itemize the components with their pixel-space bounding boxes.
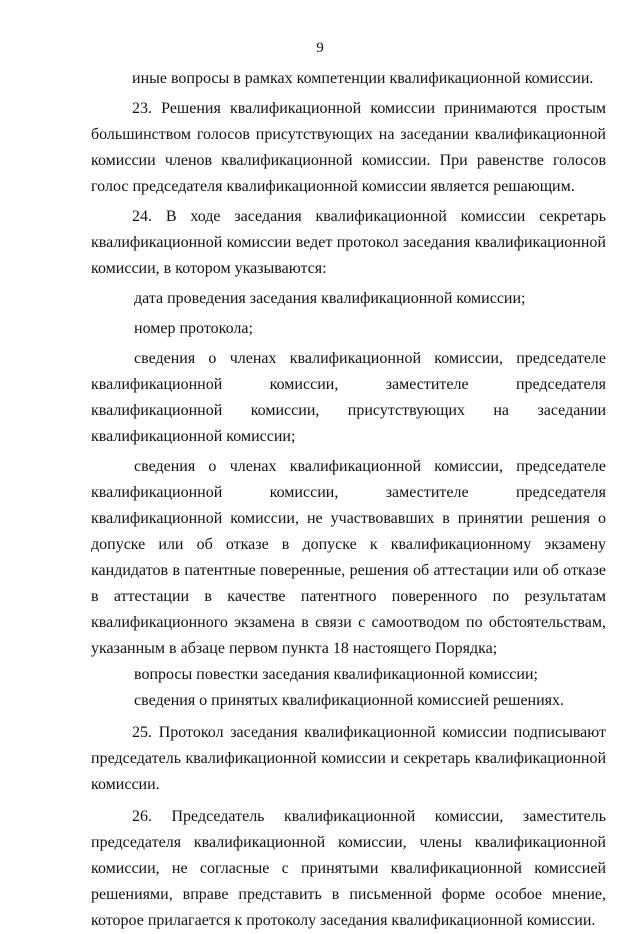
list-item-members-present: сведения о членах квалификационной комиссии, председателе квалификационной комиссии, заместителе председателя квалификационной комиссии, присутствующих на заседании квалификационной комиссии; [91,350,606,445]
paragraph-continuation: иные вопросы в рамках компетенции квалификационной комиссии. [132,70,594,87]
paragraph-item-23: 23. Решения квалификационной комиссии принимаются простым большинством голосов присутствующих на заседании квалификационной комиссии членов квалификационной комиссии. При равенстве голосов голос председателя квалификационной комиссии является решающим. [91,100,606,195]
paragraph-item-26: 26. Председатель квалификационной комиссии, заместитель председателя квалификационной комиссии, члены квалификационной комиссии, не согласные с принятыми квалификационной комиссией решениями, вправе представить в письменной форме особое мнение, которое прилагается к протоколу заседания квалификационной комиссии. [91,808,606,929]
paragraph-item-25: 25. Протокол заседания квалификационной комиссии подписывают председатель квалификационной комиссии и секретарь квалификационной комиссии. [91,724,606,793]
paragraph-item-24: 24. В ходе заседания квалификационной комиссии секретарь квалификационной комиссии ведет протокол заседания квалификационной комиссии, в котором указываются: [91,208,606,277]
list-item-protocol-number: номер протокола; [134,320,253,337]
list-item-agenda: вопросы повестки заседания квалификационной комиссии; [134,666,538,683]
document-body [91,66,606,934]
page-number: 9 [316,40,324,56]
list-item-meeting-date: дата проведения заседания квалификационной комиссии; [134,290,526,307]
list-item-members-recused: сведения о членах квалификационной комиссии, председателе квалификационной комиссии, заместителе председателя квалификационной комиссии, не участвовавших в принятии решения о допуске или об отказе в допуске к квалификационному экзамену кандидатов в патентные поверенные, решения об аттестации или об отказе в аттестации в качестве патентного поверенного по результатам квалификационного экзамена в связи с самоотводом по обстоятельствам, указанным в абзаце первом пункта 18 настоящего Порядка; [91,458,606,657]
list-item-decisions: сведения о принятых квалификационной комиссией решениях. [134,692,565,709]
